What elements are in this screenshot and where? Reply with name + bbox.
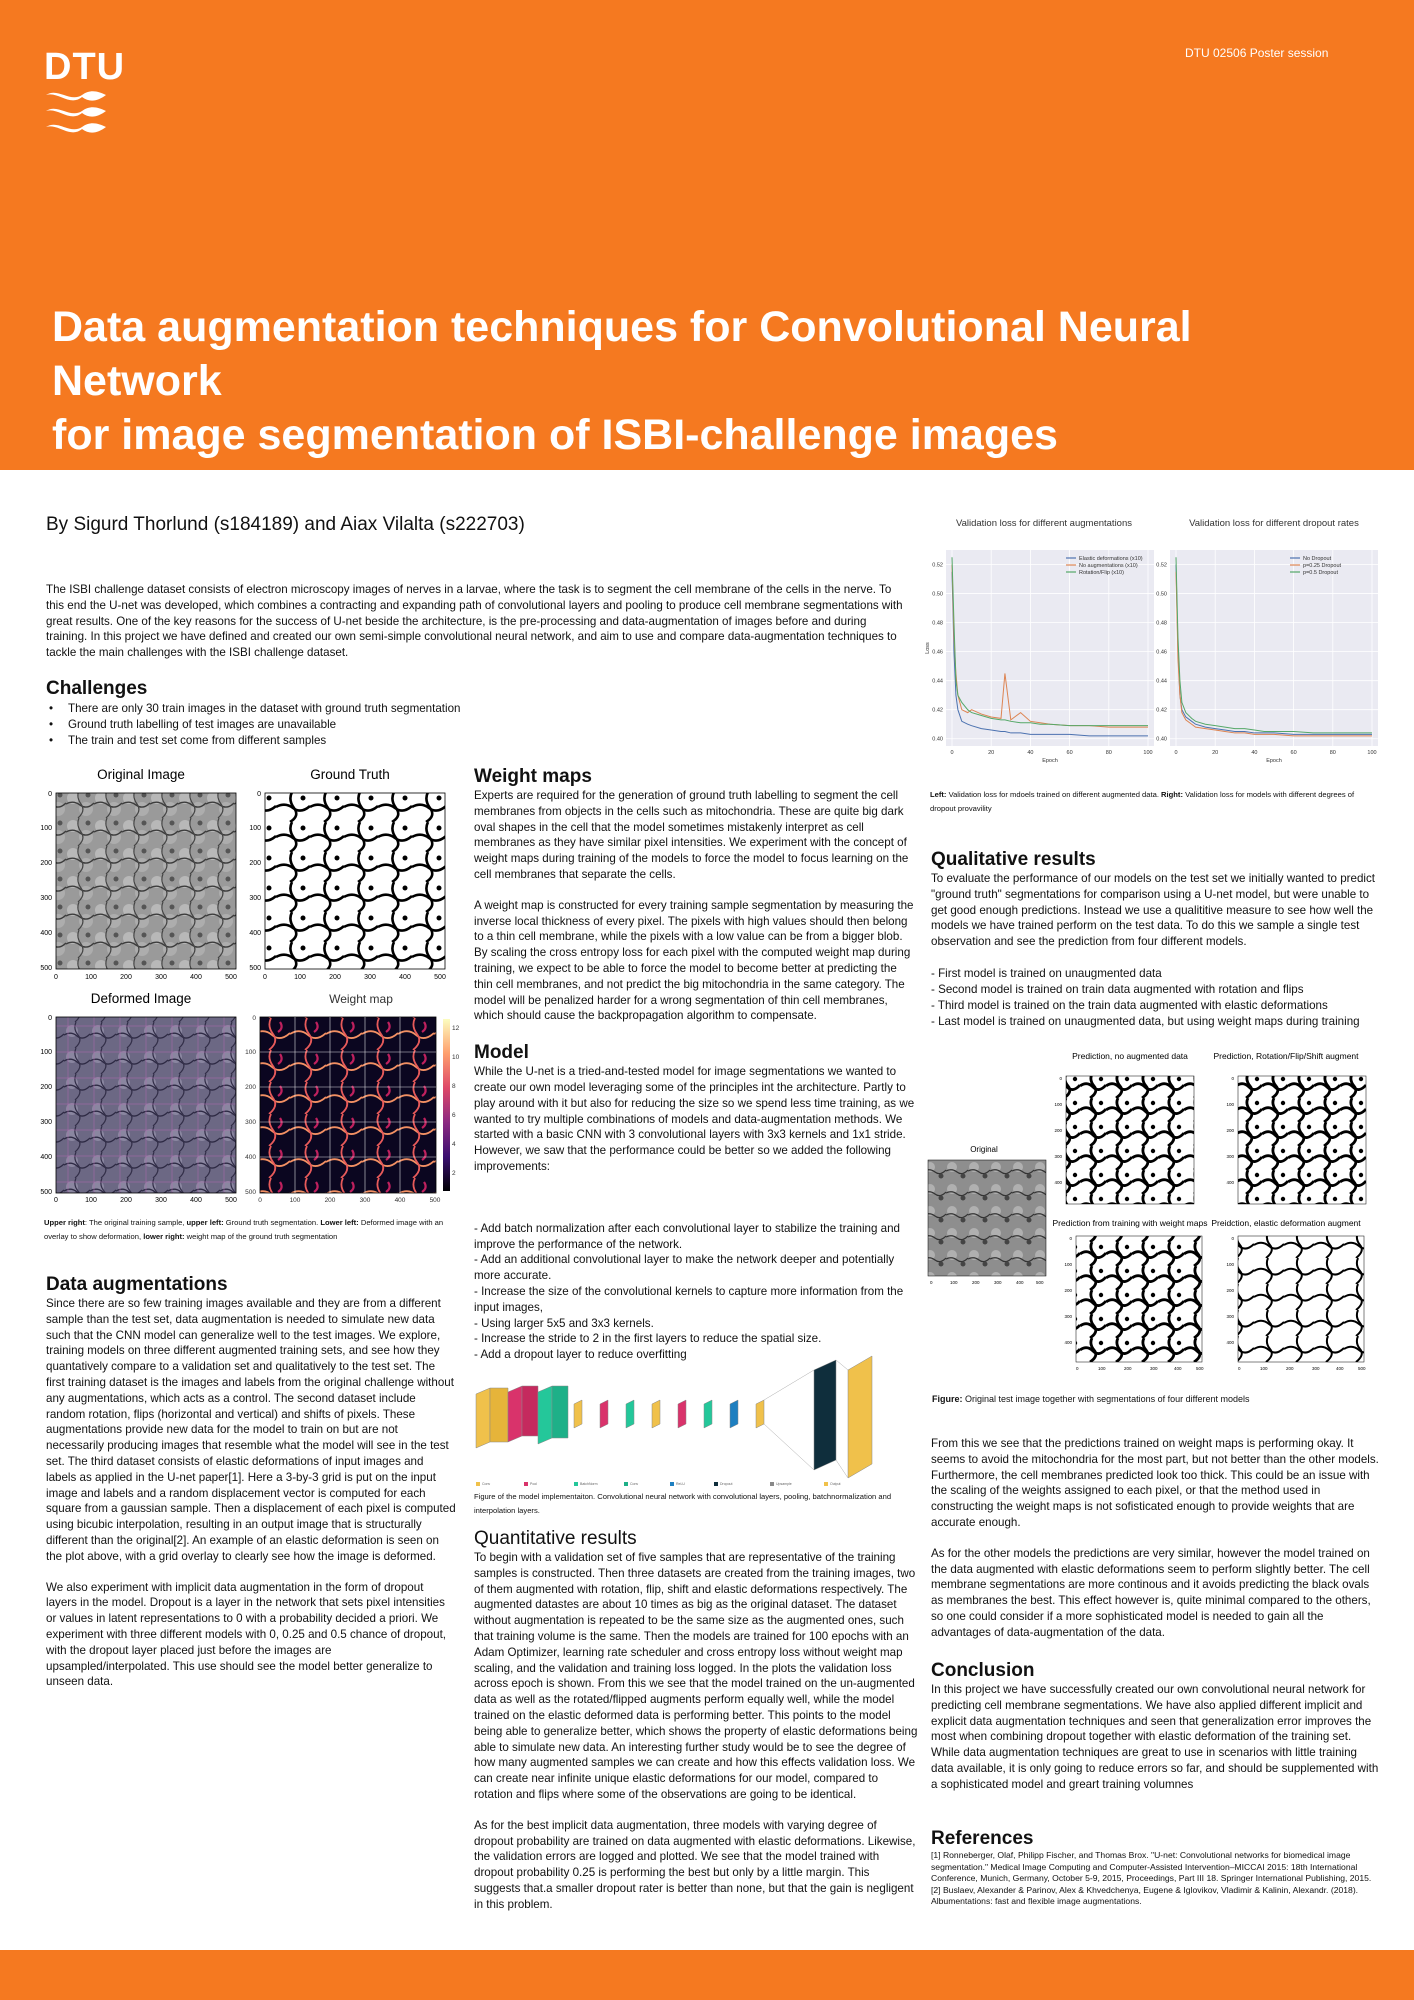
svg-text:200: 200	[1124, 1366, 1132, 1371]
x-tick: 400	[190, 1197, 202, 1204]
pred-elastic-image	[1238, 1236, 1364, 1362]
session-label: DTU 02506 Poster session	[1185, 46, 1329, 60]
x-axis-label: Epoch	[1042, 758, 1058, 764]
svg-text:100: 100	[1064, 1262, 1072, 1267]
legend	[476, 1482, 841, 1486]
svg-text:200: 200	[1226, 1288, 1234, 1293]
caption-bold: upper left:	[186, 1218, 224, 1227]
legend-item: Conv	[630, 1482, 639, 1486]
x-tick: 100	[950, 1280, 958, 1285]
layer-block	[704, 1400, 712, 1428]
x-tick-label: 20	[1212, 750, 1219, 756]
caption-bold: Right:	[1161, 790, 1183, 799]
pred-title-original: Original	[970, 1145, 998, 1154]
x-tick-label: 0	[1174, 750, 1178, 756]
svg-text:300: 300	[1054, 1154, 1062, 1159]
svg-text:300: 300	[1064, 1314, 1072, 1319]
title-line-2: for image segmentation of ISBI-challenge images	[52, 411, 1058, 459]
svg-text:0: 0	[1231, 1076, 1234, 1081]
svg-text:400: 400	[1226, 1180, 1234, 1185]
panel-title-original: Original Image	[97, 767, 185, 782]
x-tick: 100	[85, 1197, 97, 1204]
legend-label: No augmentations (x10)	[1079, 563, 1138, 569]
colorbar-tick: 12	[452, 1025, 460, 1032]
colorbar-tick: 10	[452, 1054, 460, 1061]
y-tick-label: 0.40	[1156, 736, 1167, 743]
quantitative-p2: As for the best implicit data augmentation, three models with varying degree of dropout probability are trained on data augmented with elastic deformations. Likewise, the validation errors are logged and plotted. We see that the model trained with dropout probability 0.25 is performing the best but only by a little margin. This suggests that.a smaller dropout rater is better than none, but that the gain is negligent in this problem.	[474, 1818, 916, 1911]
caption-bold: Figure:	[932, 1394, 963, 1404]
qualitative-discussion	[931, 1436, 1381, 1641]
caption-bold: Left:	[930, 790, 947, 799]
test-original-image	[928, 1160, 1046, 1276]
svg-text:400: 400	[1226, 1340, 1234, 1345]
list-item: - First model is trained on unaugmented data	[931, 966, 1162, 980]
svg-text:100: 100	[1260, 1366, 1268, 1371]
model-improvement: - Add batch normalization after each convolutional layer to stabilize the training and improve the performance of the network.	[474, 1221, 901, 1251]
y-tick: 100	[40, 825, 52, 832]
svg-text:400: 400	[1174, 1366, 1182, 1371]
y-tick: 0	[48, 1015, 52, 1022]
x-tick: 200	[972, 1280, 980, 1285]
svg-text:400: 400	[1336, 1366, 1344, 1371]
x-axis-label: Epoch	[1266, 758, 1282, 764]
title-line-1: Data augmentation techniques for Convolutional Neural Network	[52, 303, 1192, 405]
x-tick: 400	[1016, 1280, 1024, 1285]
list-item: - Third model is trained on the train data augmented with elastic deformations	[931, 998, 1328, 1012]
logo-text: DTU	[44, 46, 126, 88]
svg-text:400: 400	[1064, 1340, 1072, 1345]
svg-text:300: 300	[1226, 1154, 1234, 1159]
layer-block	[652, 1400, 660, 1428]
y-tick: 100	[40, 1049, 52, 1056]
y-tick-label: 0.46	[1156, 649, 1167, 656]
references-section	[931, 1828, 1381, 1908]
y-tick: 0	[48, 791, 52, 798]
x-tick-label: 60	[1290, 750, 1297, 756]
y-tick-label: 0.42	[1156, 707, 1167, 714]
caption-text: weight map of the ground truth segmentation	[184, 1232, 338, 1241]
y-tick: 0	[252, 1015, 256, 1022]
qualitative-model-list	[931, 966, 1381, 1030]
list-item: - Second model is trained on train data augmented with rotation and flips	[931, 982, 1304, 996]
x-tick: 200	[329, 974, 341, 981]
x-tick: 0	[54, 1197, 58, 1204]
legend-label: Rotation/Flip (x10)	[1079, 570, 1124, 576]
chart-augmentations	[925, 518, 1154, 764]
model-p1: While the U-net is a tried-and-tested model for image segmentations we wanted to create our own model leveraging some of the principles int the architecture. Partly to play around with it but also for reducing the size so we spend less time training, as we wanted to try multiple combinations of models and data-augmentation methods. We started with a basic CNN with 3 convolutional layers with 3x3 kernels and 1x1 stride. However, we saw that the performance could be better so we added the following improvements:	[474, 1065, 915, 1173]
x-tick-label: 80	[1329, 750, 1336, 756]
layer-block	[626, 1400, 634, 1428]
svg-text:0: 0	[1076, 1366, 1079, 1371]
y-tick: 400	[40, 1154, 52, 1161]
pred-title-no-aug: Prediction, no augmented data	[1072, 1051, 1188, 1061]
y-tick-label: 0.50	[932, 591, 943, 598]
y-tick-label: 0.52	[1156, 562, 1167, 569]
pred-title-elastic: Preidction, elastic deformation augment	[1211, 1218, 1361, 1228]
conclusion-p1: In this project we have successfully created our own convolutional neural network for predicting cell membrane segmentations. We have also applied different implicit and explicit data augmentation techniques and seen that generalization error improves the most when combining dropout together with elastic deformation of the training set. While data augmentation techniques are great to use in scenarios with little training data available, it is only going to reduce errors so far, and should be supplemented with a sophisticated model and greart training volumnes	[931, 1683, 1379, 1791]
svg-text:0: 0	[1238, 1366, 1241, 1371]
svg-text:400: 400	[1054, 1180, 1062, 1185]
layer-block	[678, 1400, 686, 1428]
y-tick-label: 0.48	[932, 620, 943, 627]
legend-item: Upsample	[776, 1482, 792, 1486]
x-tick-label: 100	[1143, 750, 1153, 756]
reference-1: [1] Ronneberger, Olaf, Philipp Fischer, and Thomas Brox. "U-net: Convolutional networks for biomedical image segmentation." Medical Image Computing and Computer-Assisted Intervention–MICCAI 2015: 18th International Conference, Munich, Germany, October 5-9, 2015, Proceedings, Part III 18. Springer International Publishing, 2015.	[931, 1850, 1372, 1883]
intro-text: The ISBI challenge dataset consists of electron microscopy images of nerves in a larvae, where the task is to segment the cell membrane of the cells in the nerve. To this end the U-net was developed, which combines a contracting and expanding path of convolutional layers and pooling to produce cell membrane segmentations with great results. One of the key reasons for the success of U-net beside the architecture, is the pre-processing and data-augmentation of images before and during training. In this project we have defined and created our own semi-simple convolutional neural network, and aim to use and compare data-augmentation techniques to tackle the main challenges with the ISBI challenge dataset.	[46, 583, 903, 660]
y-tick: 500	[40, 965, 52, 972]
x-tick-label: 60	[1066, 750, 1073, 756]
y-tick: 400	[40, 930, 52, 937]
quantitative-section	[474, 1528, 918, 1913]
svg-text:0: 0	[1231, 1236, 1234, 1241]
list-item: - Last model is trained on unaugmented data, but using weight maps during training	[931, 1014, 1360, 1028]
y-axis-label: Loss	[925, 642, 931, 654]
challenges-heading: Challenges	[46, 678, 148, 699]
weight-maps-heading: Weight maps	[474, 766, 592, 787]
x-tick: 0	[258, 1197, 262, 1204]
layer-block	[574, 1400, 582, 1428]
y-tick: 0	[257, 791, 261, 798]
colorbar-tick: 6	[452, 1112, 456, 1119]
colorbar-tick: 2	[452, 1170, 456, 1177]
weight-map-image	[260, 1017, 436, 1193]
caption-text: Validation loss for mdoels trained on different augmented data.	[946, 790, 1162, 799]
x-tick: 300	[155, 974, 167, 981]
svg-text:0: 0	[1069, 1236, 1072, 1241]
svg-text:100: 100	[1054, 1102, 1062, 1107]
x-tick: 200	[120, 974, 132, 981]
figure-grid-caption	[44, 1216, 464, 1244]
legend-item: Dropout	[720, 1482, 733, 1486]
y-tick-label: 0.44	[932, 678, 943, 685]
chart-title: Validation loss for different augmentations	[955, 518, 1133, 529]
legend-label: p=0.5 Dropout	[1303, 570, 1339, 576]
x-tick: 500	[225, 974, 237, 981]
svg-text:200: 200	[1286, 1366, 1294, 1371]
y-tick: 300	[40, 895, 52, 902]
model-architecture-diagram	[474, 1352, 894, 1488]
x-tick: 300	[364, 974, 376, 981]
x-tick-label: 0	[950, 750, 954, 756]
layer-block	[730, 1400, 738, 1428]
weight-maps-section	[474, 766, 918, 1363]
qualitative-p2: From this we see that the predictions trained on weight maps is performing okay. It seems to avoid the mitochondria for the most part, but not better than the other models. Furthermore, the cell membranes predicted look too thick. This could be an issue with the scaling of the weights assigned to each pixel, or that the method used in constructing the weight maps is not sofisticated enough to provide weights that are accurate enough.	[931, 1437, 1379, 1529]
caption-text: : The original training sample,	[84, 1218, 187, 1227]
caption-text: Original test image together with segmentations of four different models	[962, 1394, 1250, 1404]
y-tick-label: 0.42	[932, 707, 943, 714]
x-tick: 100	[294, 974, 306, 981]
x-tick-label: 80	[1105, 750, 1112, 756]
y-tick: 300	[249, 895, 261, 902]
svg-text:100: 100	[1098, 1366, 1106, 1371]
x-tick: 300	[994, 1280, 1002, 1285]
legend-label: p=0.25 Dropout	[1303, 563, 1342, 569]
data-augmentations-heading: Data augmentations	[46, 1274, 228, 1295]
quantitative-p1: To begin with a validation set of five samples that are representative of the training samples is constructed. Then three datasets are created from the training images, two of them augmented with rotation, flip, shift and elastic deformations respectively. The augmented datastes are about 10 times as big as the original dataset. The dataset without augmentation is repeated to be the same size as the augmented ones, such that training volume is the same. Then the models are trained for 100 epochs with an Adam Optimizer, learning rate scheduler and cross entropy loss without weight map scaling, and the validation and training loss logged. In the plots the validation loss across epoch is shown. From this we see that the model trained on the un-augmented data as well as the rotated/flipped augments perform equally well, while the model trained on the elastic deformed data is performing better. This points to the model being able to generalize better, which shows the property of elastic deformations being able to simulate new data. An interesting further study would be to see the degree of how many augmented samples we can create and how this effects validation loss. We can create near infinite unique elastic deformations for our model, compared to rotation and flips where some of the observations are going to be identical.	[474, 1551, 918, 1801]
layer-block	[600, 1400, 608, 1428]
svg-text:300: 300	[1226, 1314, 1234, 1319]
x-tick: 500	[1036, 1280, 1044, 1285]
caption-text: Validation loss for models with different degrees of dropout provavility	[930, 790, 1355, 813]
pred-title-weight-maps: Prediction from training with weight maps	[1052, 1218, 1208, 1228]
dtu-logo	[44, 46, 126, 148]
x-tick: 100	[289, 1197, 301, 1204]
plot-area	[1170, 550, 1378, 746]
svg-text:200: 200	[1226, 1128, 1234, 1133]
qualitative-heading: Qualitative results	[931, 849, 1096, 870]
caption-bold: Upper right	[44, 1218, 85, 1227]
legend-item: BatchNorm	[580, 1482, 598, 1486]
y-tick: 100	[245, 1049, 256, 1056]
y-tick: 400	[245, 1154, 256, 1161]
model-improvement: - Add a dropout layer to reduce overfitting	[474, 1348, 687, 1362]
colorbar-tick: 4	[452, 1141, 456, 1148]
original-image	[56, 793, 236, 969]
y-tick-label: 0.40	[932, 736, 943, 743]
list-item: • The train and test set come from different samples	[46, 733, 906, 749]
model-improvement: - Increase the stride to 2 in the first layers to reduce the spatial size.	[474, 1332, 822, 1346]
data-augmentations-section	[46, 1274, 456, 1690]
x-tick: 200	[120, 1197, 132, 1204]
plot-area	[946, 550, 1154, 746]
weight-maps-p2: A weight map is constructed for every training sample segmentation by measuring the inverse local thickness of every pixel. The pixels with high values should then belong to a thin cell membrane, while the pixels with a low value can be from a bigger blob. By scaling the cross entropy loss for each pixel with the computed weight map during training, we expect to be able to force the model to become better at predicting the thin cell membranes, and not predict the big mitochondria in the same category. The model will be penalized harder for a wrong segmentation of thin cell membranes, which should cause the backpropagation algorithm to compensate.	[474, 898, 914, 1023]
x-tick: 0	[263, 974, 267, 981]
poster-title	[52, 300, 1372, 462]
wave-icon	[44, 89, 108, 143]
model-caption: Figure of the model implementaiton. Convolutional neural network with convolutional layers, pooling, batchnormalization and interpolation layers.	[474, 1492, 892, 1515]
legend-item: Conv	[482, 1482, 491, 1486]
original-axes	[930, 1280, 1044, 1285]
quantitative-heading: Quantitative results	[474, 1528, 637, 1549]
x-tick: 400	[394, 1197, 406, 1204]
layer-block	[538, 1386, 552, 1444]
panel-title-weight-map: Weight map	[329, 992, 393, 1006]
y-tick: 500	[249, 965, 261, 972]
conclusion-section	[931, 1660, 1381, 1793]
svg-text:0: 0	[1059, 1076, 1062, 1081]
layer-block	[508, 1386, 522, 1442]
x-tick-label: 40	[1027, 750, 1034, 756]
panel-title-deformed: Deformed Image	[90, 991, 192, 1006]
validation-loss-charts	[924, 514, 1384, 776]
y-tick: 100	[249, 825, 261, 832]
y-tick: 200	[40, 860, 52, 867]
svg-text:300: 300	[1150, 1366, 1158, 1371]
list-item: • There are only 30 train images in the dataset with ground truth segmentation	[46, 701, 906, 717]
layer-block	[490, 1388, 508, 1442]
challenges-section	[46, 678, 906, 749]
deformed-image	[56, 1017, 236, 1193]
y-tick-label: 0.52	[932, 562, 943, 569]
data-augmentations-p2: We also experiment with implicit data augmentation in the form of dropout layers in the model. Dropout is a layer in the network that sets pixel intensities or values in latent representations to 0 with a probability decided a priori. We experiment with three different models with 0, 0.25 and 0.5 chance of dropout, with the dropout layer placed just before the images are upsampled/interpolated. This use should see the model better generalize to unseen data.	[46, 1580, 447, 1689]
x-tick: 400	[190, 974, 202, 981]
colorbar-tick: 8	[452, 1083, 456, 1090]
x-tick: 500	[429, 1197, 441, 1204]
y-tick: 300	[40, 1119, 52, 1126]
svg-text:500: 500	[1196, 1366, 1204, 1371]
x-tick: 500	[225, 1197, 237, 1204]
x-tick: 200	[324, 1197, 336, 1204]
y-tick: 200	[245, 1084, 256, 1091]
legend-label: Elastic deformations (x10)	[1079, 556, 1143, 562]
y-tick: 500	[245, 1189, 256, 1196]
legend-item: Pool	[530, 1482, 538, 1486]
weight-maps-p1: Experts are required for the generation of ground truth labelling to segment the cell membranes from objects in the cells such as mitochondria. These are quite big dark oval shapes in the cell that the model sometimes mistakenly interpret as cell membranes as they have similar pixel intensities. We experiment with the concept of weight maps during training of the models to force the model to focus learning on the cell membranes that separate the cells.	[474, 789, 909, 881]
conclusion-heading: Conclusion	[931, 1660, 1035, 1681]
sample-figure-grid	[38, 762, 460, 1204]
layer-block	[522, 1386, 538, 1436]
model-improvement: - Add an additional convolutional layer to make the network deeper and potentially more accurate.	[474, 1253, 895, 1283]
svg-text:300: 300	[1312, 1366, 1320, 1371]
pred-title-rotation: Prediction, Rotation/Flip/Shift augment	[1213, 1051, 1359, 1061]
x-tick: 400	[399, 974, 411, 981]
loss-charts-caption	[930, 788, 1380, 816]
model-heading: Model	[474, 1042, 529, 1064]
list-item: • Ground truth labelling of test images are unavailable	[46, 717, 906, 733]
x-tick: 500	[434, 974, 446, 981]
x-tick-label: 100	[1367, 750, 1377, 756]
x-tick-label: 20	[988, 750, 995, 756]
y-tick-label: 0.46	[932, 649, 943, 656]
challenges-list	[46, 701, 906, 749]
layer-block	[756, 1400, 764, 1428]
chart-title: Validation loss for different dropout rates	[1189, 518, 1359, 529]
pred-rotation-image	[1238, 1076, 1366, 1204]
footer-banner	[0, 1950, 1414, 2000]
y-tick-label: 0.48	[1156, 620, 1167, 627]
data-augmentations-p1: Since there are so few training images available and they are from a different sample than the test set, data augmentation is needed to simulate new data such that the CNN model can generalize well to the test images. We explore, training models on three different augmented training sets, and see how they quantatively compare to a validation set and qualitatively to the test set. The first training dataset is the images and labels from the original challenge without any augmentations, which acts as a control. The second dataset include random rotation, flips (horizontal and vertical) and shifts of pixels. These augmentations provide new data for the model to train on but are not necessarily producing images that resemble what the model will see in the test set. The third dataset consists of elastic deformations of input images and labels as applied in the U-net paper[1]. Here a 3-by-3 grid is put on the input image and labels and a random displacement vector is computed for each square from a gaussian sample. Then a displacement of each pixel is computed using bicubic interpolation, resulting in an output image that is structurally different than the original[2]. An example of an elastic deformation is seen on the plot above, with a grid overlay to clearly see how the image is deformed.	[46, 1297, 456, 1563]
svg-text:200: 200	[1054, 1128, 1062, 1133]
legend-label: No Dropout	[1303, 556, 1332, 562]
caption-text: Deformed image with an overlay to show deformation,	[44, 1218, 444, 1241]
svg-text:200: 200	[1064, 1288, 1072, 1293]
caption-bold: lower right:	[143, 1232, 185, 1241]
model-improvement: - Using larger 5x5 and 3x3 kernels.	[474, 1316, 654, 1330]
legend-item: ReLU	[676, 1482, 685, 1486]
qualitative-section	[931, 849, 1381, 1030]
pred-weight-maps-image	[1076, 1236, 1202, 1362]
output-block	[814, 1360, 836, 1470]
reference-2: [2] Buslaev, Alexander & Parinov, Alex & Khvedchenya, Eugene & Iglovikov, Vladimir & Kalinin, Alexandr. (2018). Albumentations: fast and flexible image augmentations.	[931, 1884, 1359, 1906]
y-tick: 300	[245, 1119, 256, 1126]
svg-text:100: 100	[1226, 1102, 1234, 1107]
qualitative-p3: As for the other models the predictions are very similar, however the model trained on the data augmented with elastic deformations seem to perform slightly better. The cell membrane segmentations are more continous and it avoids predicting the black ovals as membranes the best. This effect however is, quite minimal compared to the others, so one could consider if a more sophisticated model is needed to gain all the advantages of data-augmentation of the data.	[931, 1546, 1371, 1639]
y-tick: 200	[249, 860, 261, 867]
prediction-caption	[932, 1392, 1382, 1406]
y-tick: 200	[40, 1084, 52, 1091]
svg-text:500: 500	[1358, 1366, 1366, 1371]
y-tick-label: 0.50	[1156, 591, 1167, 598]
caption-bold: Lower left:	[320, 1218, 359, 1227]
x-tick: 100	[85, 974, 97, 981]
layer-block	[476, 1388, 490, 1448]
prediction-figure	[924, 1050, 1384, 1380]
x-tick: 0	[54, 974, 58, 981]
legend-item: Output	[830, 1482, 841, 1486]
y-tick: 400	[249, 930, 261, 937]
x-tick: 0	[930, 1280, 933, 1285]
ground-truth-image	[265, 793, 445, 969]
references-heading: References	[931, 1828, 1034, 1849]
qualitative-p1: To evaluate the performance of our models on the test set we initially wanted to predict "ground truth" segmentations for comparison using a U-net model, but were unable to get good enough predictions. Instead we use a qualititive measure to see how well the models we have trained perform on the test data. To do this we sample a single test observation and see the prediction from four different models.	[931, 872, 1376, 949]
y-tick-label: 0.44	[1156, 678, 1167, 685]
chart-dropout	[1156, 518, 1378, 764]
x-tick: 300	[359, 1197, 371, 1204]
colorbar	[443, 1019, 450, 1191]
panel-title-ground-truth: Ground Truth	[310, 767, 390, 782]
intro-paragraph	[46, 582, 906, 661]
layer-block	[552, 1386, 568, 1438]
x-tick: 300	[155, 1197, 167, 1204]
x-tick-label: 40	[1251, 750, 1258, 756]
model-improvement: - Increase the size of the convolutional kernels to capture more information from the input images,	[474, 1284, 904, 1314]
pred-no-aug-image	[1066, 1076, 1194, 1204]
svg-text:100: 100	[1226, 1262, 1234, 1267]
y-tick: 500	[40, 1189, 52, 1196]
authors: By Sigurd Thorlund (s184189) and Aiax Vilalta (s222703)	[46, 514, 525, 535]
caption-text: Ground truth segmentation.	[223, 1218, 321, 1227]
output-block	[848, 1356, 872, 1478]
